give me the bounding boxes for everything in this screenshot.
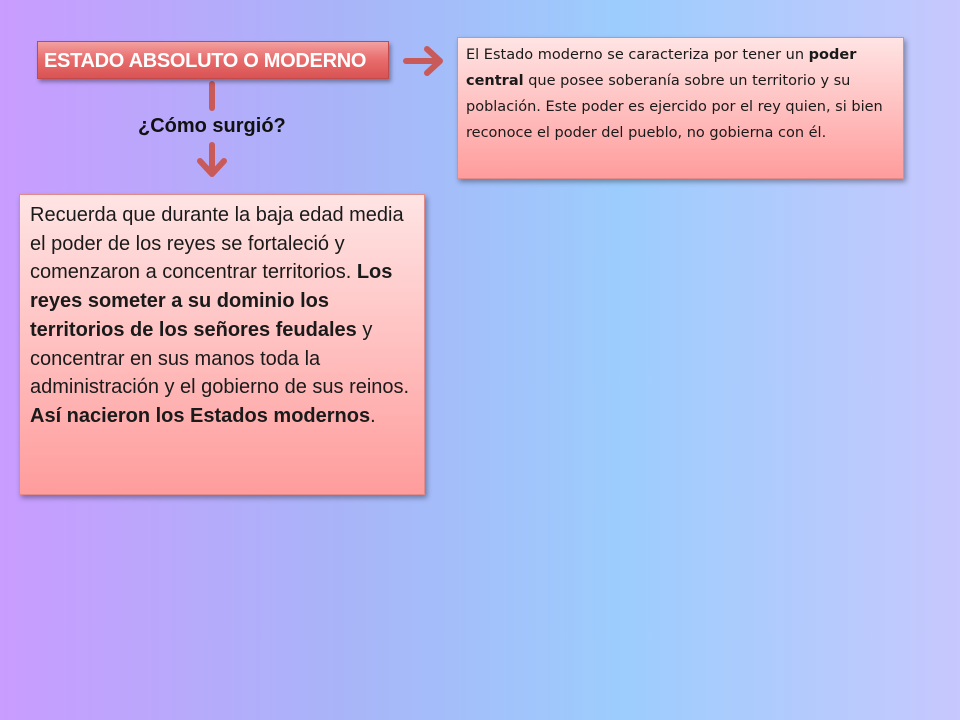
right-arrow-icon xyxy=(406,49,440,73)
title-box xyxy=(37,41,389,79)
definition-text-2: que posee soberanía sobre un territorio y su población. Este poder es ejercido por el rey quien, si bien reconoce el poder del pueblo, no gobierna con él. xyxy=(466,73,883,141)
definition-text-1: El Estado moderno se caracteriza por tener un xyxy=(466,47,809,63)
down-arrow-icon xyxy=(200,145,224,174)
definition-box xyxy=(457,37,904,179)
origin-bold-1: Los reyes someter a su dominio los territorios de los señores feudales xyxy=(30,261,393,341)
origin-box xyxy=(19,194,425,495)
definition-bold-1: poder central xyxy=(466,47,857,89)
question-label: ¿Cómo surgió? xyxy=(138,115,286,137)
origin-text-1: Recuerda que durante la baja edad media el poder de los reyes se fortaleció y comenzaron a concentrar territorios. xyxy=(30,204,404,284)
origin-text-2: y concentrar en sus manos toda la administración y el gobierno de sus reinos. xyxy=(30,318,410,399)
origin-bold-2: Así nacieron los Estados modernos xyxy=(30,404,371,427)
origin-text-3: . xyxy=(370,404,376,427)
title-text: ESTADO ABSOLUTO O MODERNO xyxy=(44,50,367,72)
